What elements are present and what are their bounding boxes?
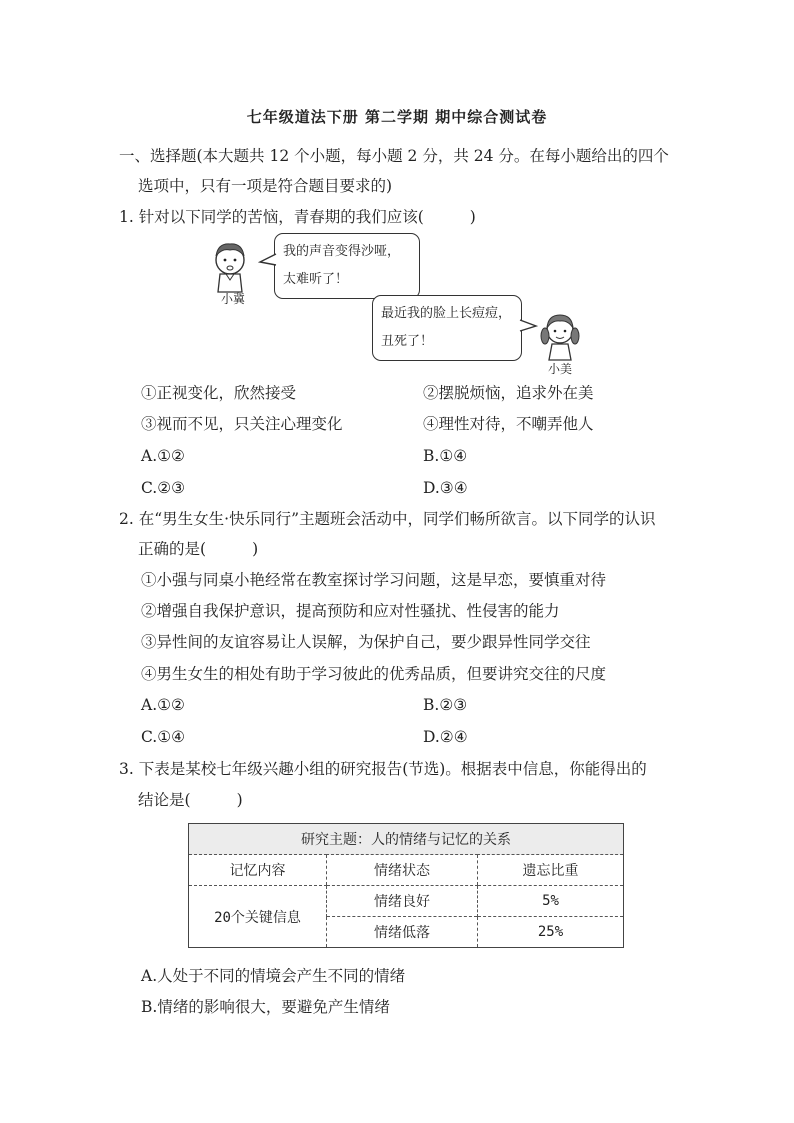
girl-speech-line1: 最近我的脸上长痘痘， (381, 306, 512, 321)
q3-stem-line2 (138, 790, 243, 810)
girl-speech-bubble (372, 295, 522, 361)
q1-stem-text: 1. 针对以下同学的苦恼，青春期的我们应该( (119, 208, 424, 226)
q1-option-d[interactable]: D.③④ (423, 479, 468, 497)
q3-paren-close: ) (236, 791, 243, 809)
girl-name: 小美 (548, 362, 573, 376)
boy-bubble-tail (258, 252, 278, 268)
q1-option-c[interactable]: C.②③ (141, 479, 186, 497)
table-header-row (189, 855, 624, 886)
q1-item-1: ①正视变化，欣然接受 (141, 384, 297, 402)
girl-illustration (536, 306, 586, 362)
table-row (189, 886, 624, 917)
q2-option-c[interactable]: C.①④ (141, 728, 186, 746)
q2-option-a[interactable]: A.①② (141, 696, 185, 714)
q3-stem-text: 结论是( (138, 791, 191, 809)
q3-stem-line1: 3. 下表是某校七年级兴趣小组的研究报告(节选)。根据表中信息，你能得出的 (119, 760, 647, 778)
boy-speech-line2: 太难听了！ (283, 272, 349, 287)
section-heading-line1: 一、选择题(本大题共 12 个小题，每小题 2 分，共 24 分。在每小题给出的四个 (119, 147, 669, 165)
q2-item-3: ③异性间的友谊容易让人误解，为保护自己，要少跟异性同学交往 (141, 633, 591, 651)
q3-option-b[interactable]: B.情绪的影响很大，要避免产生情绪 (141, 998, 390, 1016)
q1-option-a[interactable]: A.①② (141, 447, 185, 465)
header-state: 情绪状态 (327, 855, 478, 886)
research-table (188, 823, 624, 948)
header-ratio: 遗忘比重 (478, 855, 624, 886)
q2-item-4: ④男生女生的相处有助于学习彼此的优秀品质，但要讲究交往的尺度 (141, 665, 607, 683)
q1-stem (119, 207, 476, 227)
cell-ratio-good: 5% (478, 886, 624, 917)
q2-stem-text: 正确的是( (138, 540, 207, 558)
boy-name: 小冀 (221, 292, 246, 306)
q2-option-d[interactable]: D.②④ (423, 728, 468, 746)
boy-speech-line1: 我的声音变得沙哑， (283, 244, 401, 259)
girl-speech-line2: 丑死了！ (381, 334, 434, 349)
q1-item-2: ②摆脱烦恼，追求外在美 (423, 384, 594, 402)
cell-state-low: 情绪低落 (327, 917, 478, 948)
girl-bubble-tail (518, 318, 538, 334)
boy-speech-bubble (274, 233, 420, 299)
q2-item-1: ①小强与同桌小艳经常在教室探讨学习问题，这是早恋，要慎重对待 (141, 571, 607, 589)
q2-option-b[interactable]: B.②③ (423, 696, 468, 714)
page-title: 七年级道法下册 第二学期 期中综合测试卷 (246, 108, 548, 126)
q1-item-3: ③视而不见，只关注心理变化 (141, 415, 343, 433)
cell-content: 20个关键信息 (214, 909, 301, 926)
cell-ratio-low: 25% (478, 917, 624, 948)
boy-illustration (208, 238, 262, 294)
q3-option-a[interactable]: A.人处于不同的情境会产生不同的情绪 (141, 967, 406, 985)
q2-stem-line2 (138, 539, 258, 559)
q2-paren-close: ) (252, 540, 259, 558)
table-caption-row (189, 824, 624, 855)
section-heading-line2: 选项中，只有一项是符合题目要求的) (138, 177, 393, 195)
header-content: 记忆内容 (189, 855, 327, 886)
q2-stem-line1: 2. 在“男生女生·快乐同行”主题班会活动中，同学们畅所欲言。以下同学的认识 (119, 510, 656, 528)
q1-option-b[interactable]: B.①④ (423, 447, 468, 465)
q1-paren-close: ) (469, 208, 476, 226)
cell-state-good: 情绪良好 (327, 886, 478, 917)
table-caption: 研究主题：人的情绪与记忆的关系 (189, 824, 624, 855)
q1-item-4: ④理性对待，不嘲弄他人 (423, 415, 594, 433)
q2-item-2: ②增强自我保护意识，提高预防和应对性骚扰、性侵害的能力 (141, 602, 560, 620)
